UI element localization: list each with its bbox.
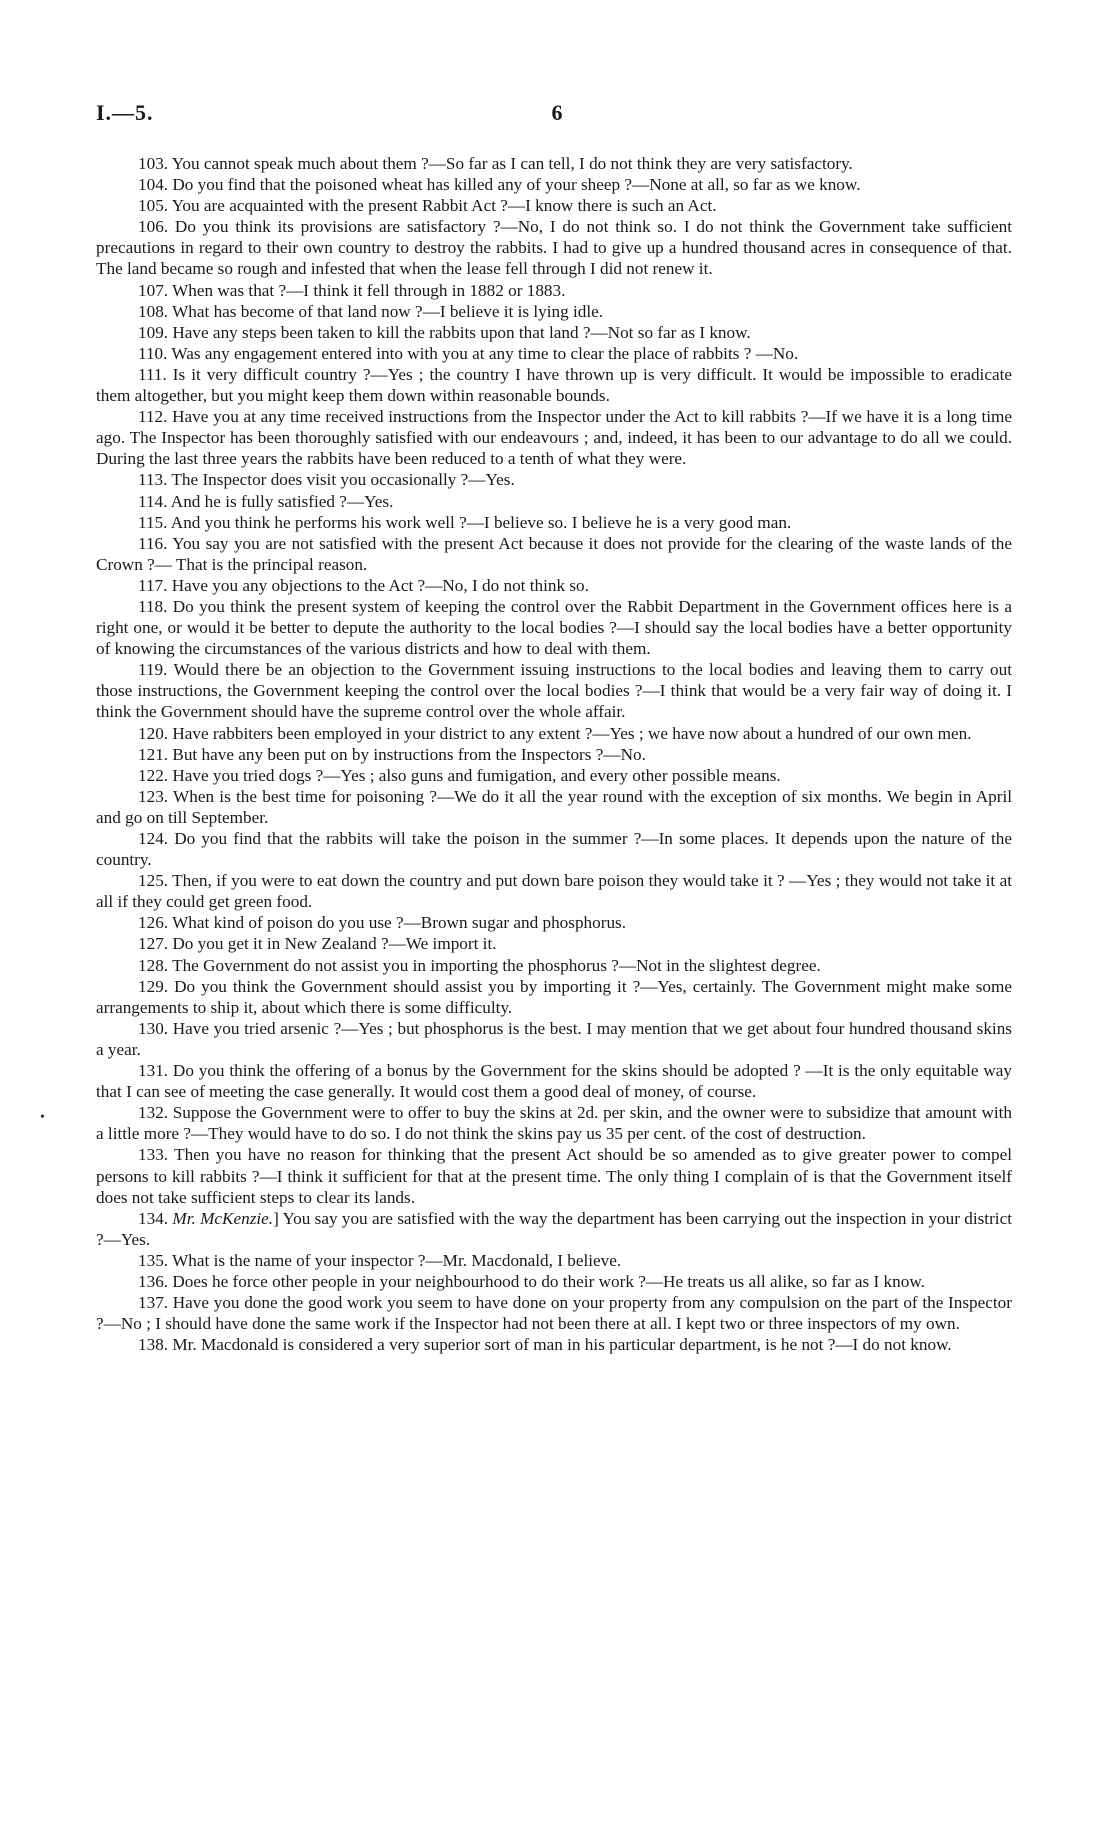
question-answer-paragraph: 116. You say you are not satisfied with the present Act because it does not provide for the clearing of the waste lands of the Crown ?— That is the principal reason. <box>96 533 1012 574</box>
question-answer-paragraph: 129. Do you think the Government should assist you by importing it ?—Yes, certainly. The Government might make some arrangements to ship it, about which there is some difficulty. <box>96 976 1012 1017</box>
question-answer-paragraph: 125. Then, if you were to eat down the country and put down bare poison they would take it ? —Yes ; they would not take it at all if they could get green food. <box>96 871 1012 912</box>
question-answer-paragraph: 119. Would there be an objection to the Government issuing instructions to the local bodies and leaving them to carry out those instructions, the Government keeping the control over the local bodies ?—I think that would be a very fair way of doing it. I think the Government should have the supreme control over the whole affair. <box>96 660 1012 722</box>
question-answer-paragraph: 108. What has become of that land now ?—I believe it is lying idle. <box>138 301 604 321</box>
page-header <box>96 100 1018 130</box>
question-answer-paragraph: 137. Have you done the good work you seem to have done on your property from any compulsion on the part of the Inspector ?—No ; I should have done the same work if the Inspector had not been there at all. I kept two or three inspectors of my own. <box>96 1293 1012 1334</box>
question-answer-paragraph: 122. Have you tried dogs ?—Yes ; also guns and fumigation, and every other possible means. <box>138 765 781 785</box>
question-answer-paragraph: 120. Have rabbiters been employed in your district to any extent ?—Yes ; we have now about a hundred of our own men. <box>138 723 972 743</box>
margin-mark: • <box>40 1110 45 1125</box>
question-answer-paragraph: 113. The Inspector does visit you occasionally ?—Yes. <box>138 470 515 490</box>
page-number: 6 <box>551 100 563 125</box>
question-answer-paragraph: 109. Have any steps been taken to kill the rabbits upon that land ?—Not so far as I know. <box>138 322 751 342</box>
question-answer-paragraph: 132. Suppose the Government were to offer to buy the skins at 2d. per skin, and the owner were to subsidize that amount with a little more ?—They would have to do so. I do not think the skins pay us 35 per cent. of the cost of destruction. <box>96 1103 1012 1144</box>
question-answer-paragraph: 135. What is the name of your inspector ?—Mr. Macdonald, I believe. <box>138 1250 622 1270</box>
question-answer-paragraph: 130. Have you tried arsenic ?—Yes ; but phosphorus is the best. I may mention that we get about four hundred thousand skins a year. <box>96 1018 1012 1059</box>
document-reference: I.—5. <box>96 100 154 125</box>
question-answer-paragraph: 115. And you think he performs his work well ?—I believe so. I believe he is a very good man. <box>138 512 792 532</box>
question-answer-paragraph: 104. Do you find that the poisoned wheat has killed any of your sheep ?—None at all, so far as we know. <box>138 175 861 195</box>
question-answer-paragraph: 107. When was that ?—I think it fell through in 1882 or 1883. <box>138 280 566 300</box>
question-answer-paragraph: 111. Is it very difficult country ?—Yes ; the country I have thrown up is very difficult. It would be impossible to eradicate them altogether, but you might keep them down within reasonable bounds. <box>96 364 1012 406</box>
question-text: You say you are satisfied with the way the department has been carrying out the inspection in your district ?—Yes. <box>96 1208 1012 1249</box>
question-answer-paragraph: 136. Does he force other people in your neighbourhood to do their work ?—He treats us all alike, so far as I know. <box>138 1271 925 1291</box>
question-answer-paragraph: 124. Do you find that the rabbits will take the poison in the summer ?—In some places. It depends upon the nature of the country. <box>96 829 1012 870</box>
question-answer-paragraph: 105. You are acquainted with the present Rabbit Act ?—I know there is such an Act. <box>138 196 717 216</box>
question-answer-paragraph: 138. Mr. Macdonald is considered a very superior sort of man in his particular department, is he not ?—I do not know. <box>138 1335 952 1355</box>
question-answer-paragraph: 106. Do you think its provisions are satisfactory ?—No, I do not think so. I do not think the Government take sufficient precautions in regard to their own country to destroy the rabbits. I had to give up a hundred thousand acres in consequence of that. The land became so rough and infested that when the lease fell through I did not renew it. <box>96 217 1012 279</box>
question-answer-paragraph: 123. When is the best time for poisoning ?—We do it all the year round with the exception of six months. We begin in April and go on till September. <box>96 786 1012 827</box>
question-answer-paragraph: 127. Do you get it in New Zealand ?—We import it. <box>138 934 497 954</box>
question-answer-paragraph: 118. Do you think the present system of keeping the control over the Rabbit Department in the Government offices here is a right one, or would it be better to depute the authority to the local bodies ?—I should say the local bodies have a better opportunity of knowing the circumstances of the various districts and how to deal with them. <box>96 596 1012 659</box>
question-answer-paragraph: 112. Have you at any time received instructions from the Inspector under the Act to kill rabbits ?—If we have it is a long time ago. The Inspector has been thoroughly satisfied with our endeavours ; and, indeed, it has been to our advantage to do all we could. During the last three years the rabbits have been reduced to a tenth of what they were. <box>96 407 1012 469</box>
question-answer-paragraph <box>96 1208 1012 1250</box>
question-answer-paragraph: 103. You cannot speak much about them ?—So far as I can tell, I do not think they are very satisfactory. <box>138 154 853 173</box>
speaker-name: Mr. McKenzie. <box>172 1208 274 1228</box>
question-answer-paragraph: 131. Do you think the offering of a bonus by the Government for the skins should be adopted ? —It is the only equitable way that I can see of meeting the case generally. It would cost them a good deal of money, of course. <box>96 1061 1012 1102</box>
question-answer-paragraph: 114. And he is fully satisfied ?—Yes. <box>138 491 394 511</box>
question-answer-paragraph: 126. What kind of poison do you use ?—Brown sugar and phosphorus. <box>138 913 627 933</box>
question-answer-paragraph: 110. Was any engagement entered into with you at any time to clear the place of rabbits ? —No. <box>138 343 799 363</box>
speaker-bracket: ] <box>273 1208 283 1228</box>
question-number: 134. <box>138 1208 173 1228</box>
question-answer-paragraph: 128. The Government do not assist you in importing the phosphorus ?—Not in the slightest degree. <box>138 955 821 975</box>
question-answer-paragraph: 133. Then you have no reason for thinking that the present Act should be so amended as to give greater power to compel persons to kill rabbits ?—I think it sufficient for that at the present time. The only thing I complain of is that the Government itself does not take sufficient steps to clear its lands. <box>96 1145 1012 1207</box>
question-answer-paragraph: 117. Have you any objections to the Act ?—No, I do not think so. <box>138 575 589 595</box>
evidence-transcript <box>96 153 1012 1355</box>
question-answer-paragraph: 121. But have any been put on by instructions from the Inspectors ?—No. <box>138 744 646 764</box>
